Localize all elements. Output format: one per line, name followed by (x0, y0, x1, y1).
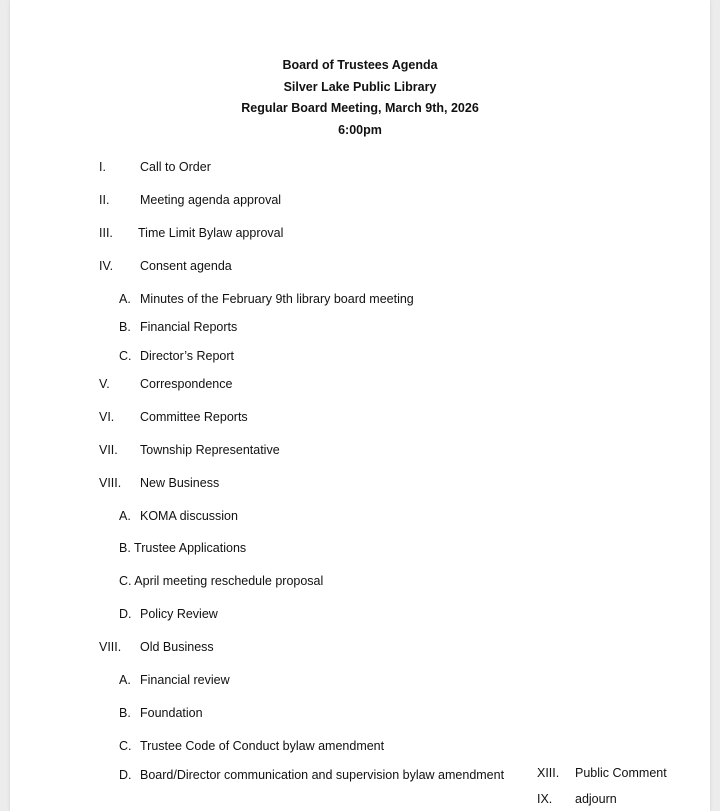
item-text: New Business (140, 476, 220, 490)
item-text: Financial Reports (140, 320, 238, 334)
item-text: Foundation (140, 706, 203, 720)
agenda-title: Board of Trustees Agenda (282, 58, 438, 72)
library-name: Silver Lake Public Library (283, 79, 437, 94)
item-text: Minutes of the February 9th library board meeting (140, 292, 414, 306)
item-number: VIII. (99, 640, 122, 654)
item-text: Trustee Code of Conduct bylaw amendment (140, 739, 385, 753)
item-number: XIII. (537, 766, 560, 780)
item-number: I. (99, 160, 106, 174)
item-text: Meeting agenda approval (140, 193, 282, 207)
item-text: Committee Reports (140, 410, 248, 424)
item-text: Old Business (140, 640, 214, 654)
item-letter: B. (119, 706, 131, 720)
item-number: VIII. (99, 476, 122, 490)
item-letter: C. (119, 739, 132, 753)
item-text: Correspondence (140, 377, 233, 391)
item-text: Consent agenda (140, 259, 232, 273)
agenda-header (0, 55, 720, 141)
item-text: adjourn (575, 792, 617, 806)
item-text: Policy Review (140, 607, 218, 621)
item-letter: A. (119, 673, 131, 687)
item-letter: D. (119, 768, 132, 782)
item-number: III. (99, 226, 113, 240)
item-letter: A. (119, 292, 131, 306)
item-text: Township Representative (140, 443, 280, 457)
item-text: Public Comment (575, 766, 667, 780)
item-number: IX. (537, 792, 553, 806)
item-text: B. Trustee Applications (119, 541, 247, 555)
item-letter: D. (119, 607, 132, 621)
item-text: C. April meeting reschedule proposal (119, 574, 324, 588)
item-text: Call to Order (140, 160, 211, 174)
item-text: Director’s Report (140, 349, 235, 363)
item-number: VI. (99, 410, 115, 424)
meeting-name: Regular Board Meeting, March 9th, 2026 (241, 101, 479, 115)
item-letter: C. (119, 349, 132, 363)
item-text: KOMA discussion (140, 509, 238, 523)
item-text: Board/Director communication and supervision bylaw amendment (140, 768, 505, 782)
item-text: Financial review (140, 673, 230, 687)
item-letter: B. (119, 320, 131, 334)
item-number: II. (99, 193, 110, 207)
item-number: VII. (99, 443, 118, 457)
item-letter: A. (119, 509, 131, 523)
item-text: Time Limit Bylaw approval (138, 226, 284, 240)
meeting-time: 6:00pm (338, 122, 382, 137)
item-number: V. (99, 377, 110, 391)
item-number: IV. (99, 259, 114, 273)
